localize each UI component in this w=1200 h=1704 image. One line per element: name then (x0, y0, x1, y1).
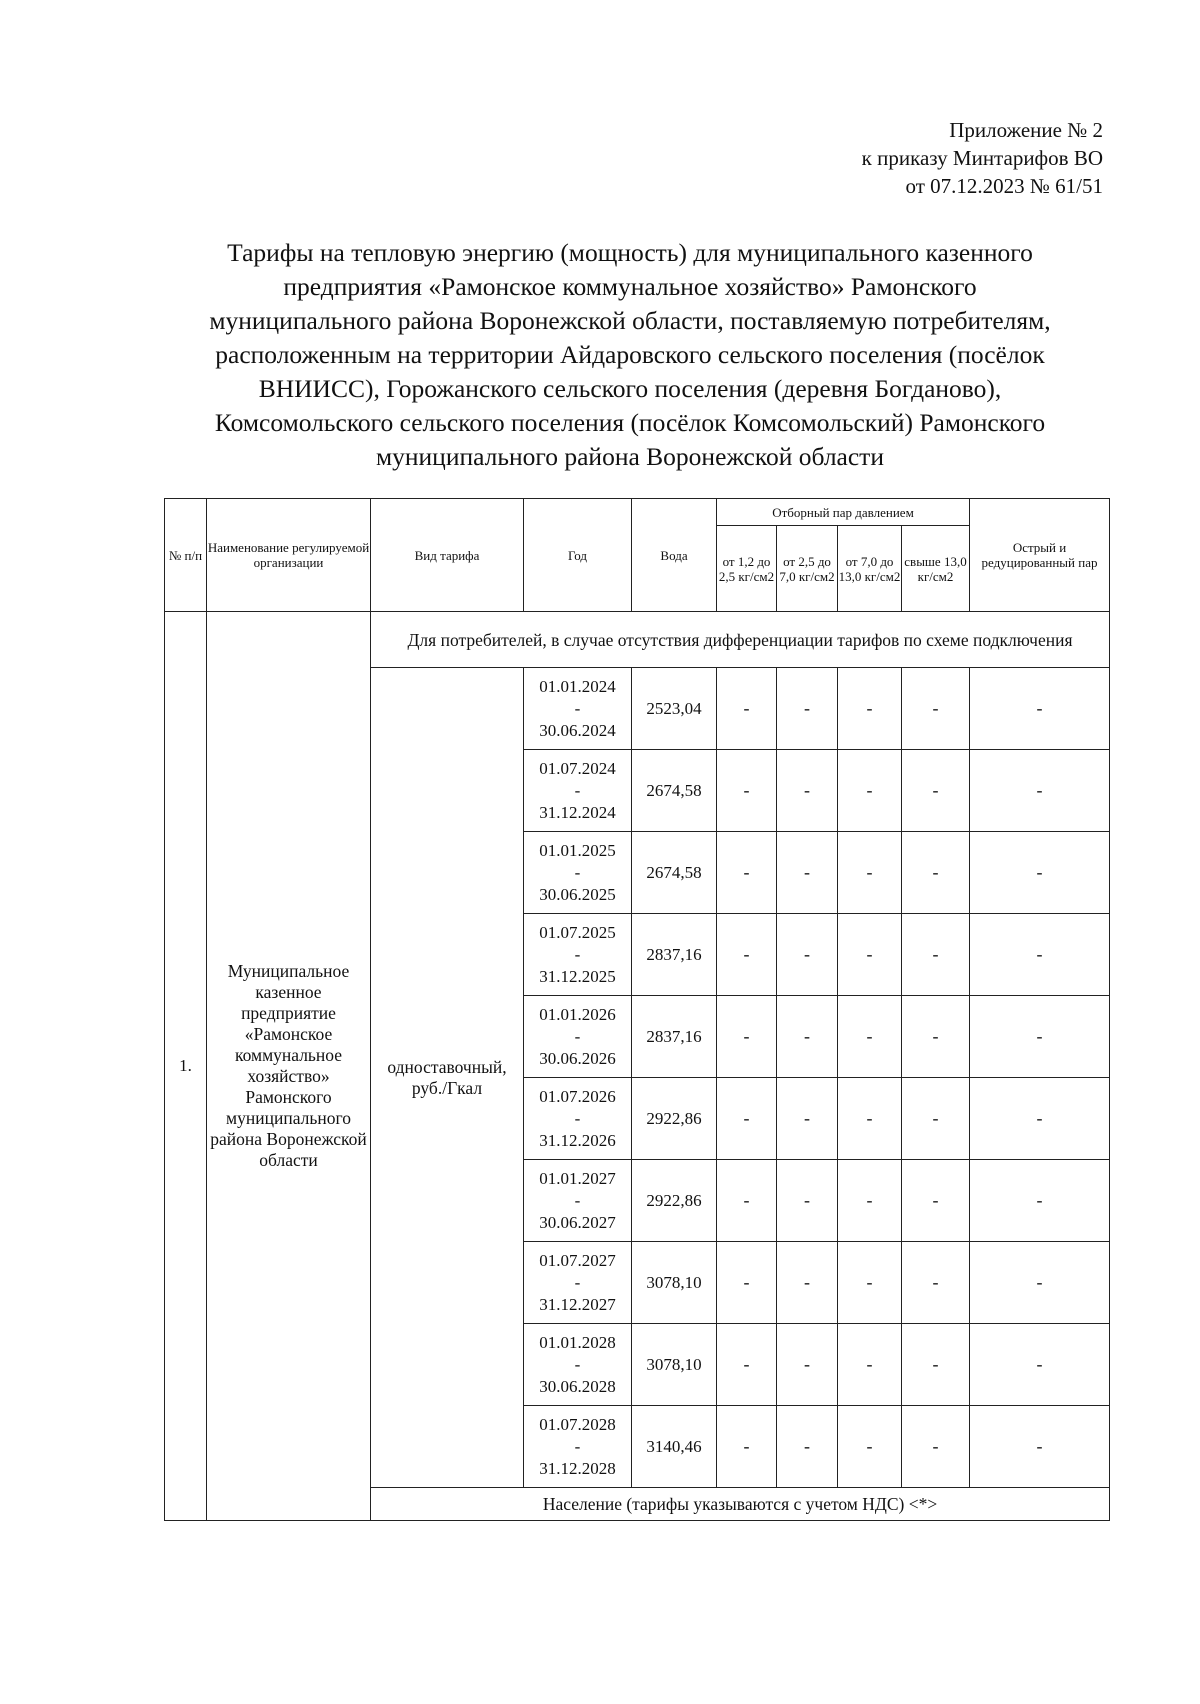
steam-2-value: - (777, 1324, 838, 1406)
tariff-table (164, 498, 1110, 1521)
steam-4-value: - (902, 832, 970, 914)
header-steam-2: от 2,5 до 7,0 кг/см2 (777, 526, 838, 612)
period: 01.07.2027 - 31.12.2027 (524, 1242, 632, 1324)
water-value: 2837,16 (632, 996, 717, 1078)
sharp-steam-value: - (970, 1160, 1110, 1242)
water-value: 3140,46 (632, 1406, 717, 1488)
period: 01.07.2025 - 31.12.2025 (524, 914, 632, 996)
steam-1-value: - (717, 668, 777, 750)
steam-2-value: - (777, 750, 838, 832)
water-value: 3078,10 (632, 1242, 717, 1324)
steam-4-value: - (902, 1324, 970, 1406)
steam-3-value: - (838, 1324, 902, 1406)
period: 01.01.2025 - 30.06.2025 (524, 832, 632, 914)
title-line: Комсомольского сельского поселения (посёлок Комсомольский) Рамонского (214, 408, 1046, 437)
header-organization: Наименование регулируемой организации (207, 499, 371, 612)
header-sharp-steam: Острый и редуцированный пар (970, 499, 1110, 612)
row-number: 1. (165, 612, 207, 1521)
steam-3-value: - (838, 914, 902, 996)
title-line: муниципального района Воронежской области, поставляемую потребителям, (209, 306, 1051, 335)
organization-name: Муниципальное казенное предприятие «Рамонское коммунальное хозяйство» Рамонского муниципального района Воронежской области (207, 612, 371, 1521)
steam-2-value: - (777, 1406, 838, 1488)
period: 01.01.2026 - 30.06.2026 (524, 996, 632, 1078)
appendix-line: от 07.12.2023 № 61/51 (905, 174, 1103, 198)
appendix-reference (862, 116, 1103, 200)
steam-4-value: - (902, 1160, 970, 1242)
header-steam-3: от 7,0 до 13,0 кг/см2 (838, 526, 902, 612)
appendix-line: Приложение № 2 (949, 118, 1103, 142)
water-value: 2674,58 (632, 750, 717, 832)
steam-1-value: - (717, 750, 777, 832)
appendix-line: к приказу Минтарифов ВО (861, 146, 1103, 170)
steam-2-value: - (777, 668, 838, 750)
steam-1-value: - (717, 832, 777, 914)
section-consumers: Для потребителей, в случае отсутствия дифференциации тарифов по схеме подключения (371, 612, 1110, 668)
sharp-steam-value: - (970, 750, 1110, 832)
steam-3-value: - (838, 668, 902, 750)
steam-1-value: - (717, 1078, 777, 1160)
period: 01.01.2024 - 30.06.2024 (524, 668, 632, 750)
period: 01.01.2027 - 30.06.2027 (524, 1160, 632, 1242)
header-water: Вода (632, 499, 717, 612)
water-value: 2837,16 (632, 914, 717, 996)
sharp-steam-value: - (970, 996, 1110, 1078)
steam-1-value: - (717, 1324, 777, 1406)
steam-3-value: - (838, 1242, 902, 1324)
header-tariff-type: Вид тарифа (371, 499, 524, 612)
water-value: 2523,04 (632, 668, 717, 750)
steam-4-value: - (902, 1406, 970, 1488)
sharp-steam-value: - (970, 668, 1110, 750)
steam-2-value: - (777, 1160, 838, 1242)
steam-3-value: - (838, 1078, 902, 1160)
header-steam-1: от 1,2 до 2,5 кг/см2 (717, 526, 777, 612)
steam-2-value: - (777, 914, 838, 996)
section-population: Население (тарифы указываются с учетом НДС) <*> (371, 1488, 1110, 1521)
steam-3-value: - (838, 750, 902, 832)
steam-3-value: - (838, 996, 902, 1078)
sharp-steam-value: - (970, 1078, 1110, 1160)
steam-4-value: - (902, 1078, 970, 1160)
period: 01.07.2024 - 31.12.2024 (524, 750, 632, 832)
title-line: предприятия «Рамонское коммунальное хозяйство» Рамонского (283, 272, 977, 301)
steam-3-value: - (838, 1160, 902, 1242)
steam-3-value: - (838, 1406, 902, 1488)
sharp-steam-value: - (970, 1406, 1110, 1488)
period: 01.01.2028 - 30.06.2028 (524, 1324, 632, 1406)
steam-2-value: - (777, 1078, 838, 1160)
title-line: муниципального района Воронежской области (376, 442, 884, 471)
water-value: 2922,86 (632, 1160, 717, 1242)
water-value: 2674,58 (632, 832, 717, 914)
sharp-steam-value: - (970, 1324, 1110, 1406)
steam-3-value: - (838, 832, 902, 914)
steam-4-value: - (902, 750, 970, 832)
steam-1-value: - (717, 1406, 777, 1488)
steam-2-value: - (777, 832, 838, 914)
steam-4-value: - (902, 668, 970, 750)
period: 01.07.2026 - 31.12.2026 (524, 1078, 632, 1160)
sharp-steam-value: - (970, 1242, 1110, 1324)
water-value: 3078,10 (632, 1324, 717, 1406)
header-year: Год (524, 499, 632, 612)
steam-4-value: - (902, 914, 970, 996)
water-value: 2922,86 (632, 1078, 717, 1160)
steam-1-value: - (717, 914, 777, 996)
steam-4-value: - (902, 996, 970, 1078)
header-steam-4: свыше 13,0 кг/см2 (902, 526, 970, 612)
title-line: ВНИИСС), Горожанского сельского поселения (деревня Богданово), (258, 374, 1002, 403)
tariff-type: одноставочный, руб./Гкал (371, 668, 524, 1488)
title-line: Тарифы на тепловую энергию (мощность) для муниципального казенного (227, 238, 1033, 267)
steam-1-value: - (717, 1242, 777, 1324)
period: 01.07.2028 - 31.12.2028 (524, 1406, 632, 1488)
steam-2-value: - (777, 1242, 838, 1324)
document-title (150, 236, 1110, 474)
steam-1-value: - (717, 1160, 777, 1242)
title-line: расположенным на территории Айдаровского сельского поселения (посёлок (215, 340, 1045, 369)
steam-4-value: - (902, 1242, 970, 1324)
sharp-steam-value: - (970, 832, 1110, 914)
header-num: № п/п (165, 499, 207, 612)
sharp-steam-value: - (970, 914, 1110, 996)
steam-2-value: - (777, 996, 838, 1078)
steam-1-value: - (717, 996, 777, 1078)
header-steam-group: Отборный пар давлением (717, 499, 970, 526)
